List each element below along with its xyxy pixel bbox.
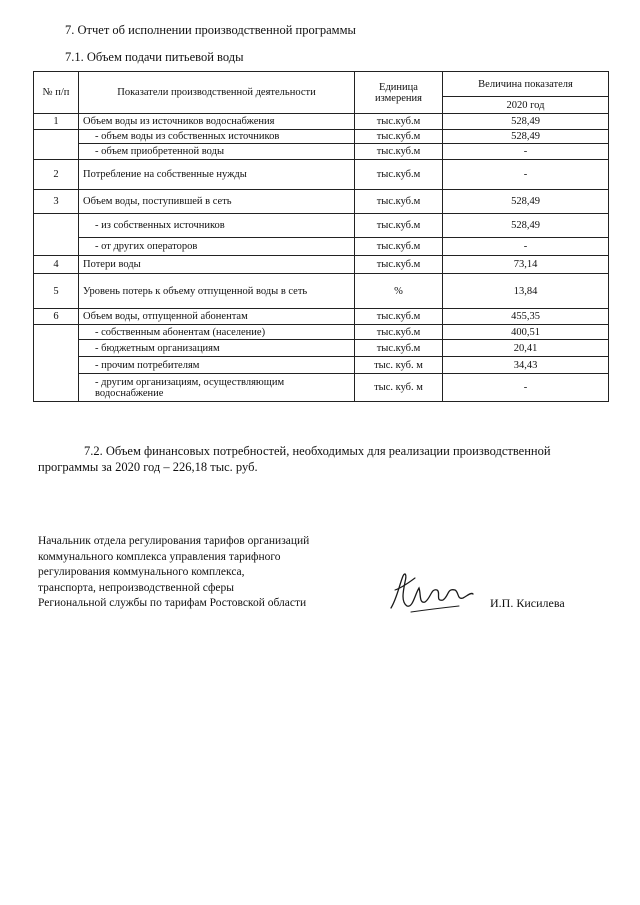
signer-position-line: транспорта, непроизводственной сферы bbox=[38, 581, 234, 594]
table-row bbox=[34, 374, 609, 402]
row-name: - объем приобретенной воды bbox=[79, 144, 355, 160]
row-name: Потребление на собственные нужды bbox=[79, 160, 355, 190]
financial-needs-paragraph bbox=[38, 443, 602, 475]
row-unit: тыс.куб.м bbox=[355, 114, 443, 130]
row-num bbox=[34, 214, 79, 238]
header-value: Величина показателя bbox=[443, 72, 609, 97]
table-row bbox=[34, 238, 609, 256]
table-row bbox=[34, 144, 609, 160]
row-num bbox=[34, 357, 79, 374]
row-unit: тыс.куб.м bbox=[355, 238, 443, 256]
row-value: 20,41 bbox=[443, 340, 609, 357]
paragraph-line-2: программы за 2020 год – 226,18 тыс. руб. bbox=[38, 460, 258, 474]
row-value: - bbox=[443, 160, 609, 190]
row-value: - bbox=[443, 374, 609, 402]
row-unit: тыс. куб. м bbox=[355, 374, 443, 402]
row-value: - bbox=[443, 144, 609, 160]
signer-position-line: Начальник отдела регулирования тарифов организаций bbox=[38, 535, 310, 547]
table-row bbox=[34, 340, 609, 357]
row-num bbox=[34, 325, 79, 340]
row-unit: % bbox=[355, 274, 443, 309]
row-num bbox=[34, 340, 79, 357]
row-value: - bbox=[443, 238, 609, 256]
row-num bbox=[34, 238, 79, 256]
row-name: Объем воды, поступившей в сеть bbox=[79, 190, 355, 214]
handwritten-signature bbox=[385, 568, 475, 616]
table-row bbox=[34, 309, 609, 325]
row-value: 528,49 bbox=[443, 130, 609, 144]
row-unit: тыс.куб.м bbox=[355, 340, 443, 357]
row-num: 6 bbox=[34, 309, 79, 325]
row-unit: тыс.куб.м bbox=[355, 309, 443, 325]
water-supply-table bbox=[33, 71, 609, 402]
row-name: - от других операторов bbox=[79, 238, 355, 256]
table-row bbox=[34, 214, 609, 238]
row-num bbox=[34, 374, 79, 402]
header-indicator: Показатели производственной деятельности bbox=[79, 72, 355, 114]
header-unit: Единица измерения bbox=[355, 72, 443, 114]
row-num: 3 bbox=[34, 190, 79, 214]
row-name: Потери воды bbox=[79, 256, 355, 274]
table-row bbox=[34, 190, 609, 214]
row-name: - бюджетным организациям bbox=[79, 340, 355, 357]
row-unit: тыс.куб.м bbox=[355, 256, 443, 274]
signer-position-line: Региональной службы по тарифам Ростовской области bbox=[38, 597, 307, 609]
row-num bbox=[34, 144, 79, 160]
row-num: 5 bbox=[34, 274, 79, 309]
row-value: 13,84 bbox=[443, 274, 609, 309]
row-value: 455,35 bbox=[443, 309, 609, 325]
table-row bbox=[34, 357, 609, 374]
header-year: 2020 год bbox=[443, 97, 609, 114]
signer-position bbox=[38, 534, 309, 612]
row-value: 528,49 bbox=[443, 214, 609, 238]
table-row bbox=[34, 160, 609, 190]
table-row bbox=[34, 274, 609, 309]
row-value: 528,49 bbox=[443, 114, 609, 130]
section-title: 7. Отчет об исполнении производственной программы bbox=[65, 23, 356, 37]
row-name: - из собственных источников bbox=[79, 214, 355, 238]
table-row bbox=[34, 114, 609, 130]
row-num bbox=[34, 130, 79, 144]
row-name: - объем воды из собственных источников bbox=[79, 130, 355, 144]
row-value: 73,14 bbox=[443, 256, 609, 274]
row-unit: тыс.куб.м bbox=[355, 160, 443, 190]
row-num: 1 bbox=[34, 114, 79, 130]
row-name: Уровень потерь к объему отпущенной воды в сеть bbox=[79, 274, 355, 309]
row-num: 4 bbox=[34, 256, 79, 274]
row-name: - другим организациям, осуществляющим водоснабжение bbox=[79, 374, 355, 402]
row-value: 400,51 bbox=[443, 325, 609, 340]
row-unit: тыс.куб.м bbox=[355, 190, 443, 214]
row-unit: тыс.куб.м bbox=[355, 144, 443, 160]
row-name: Объем воды из источников водоснабжения bbox=[79, 114, 355, 130]
row-name: Объем воды, отпущенной абонентам bbox=[79, 309, 355, 325]
row-name: - собственным абонентам (население) bbox=[79, 325, 355, 340]
row-value: 528,49 bbox=[443, 190, 609, 214]
row-value: 34,43 bbox=[443, 357, 609, 374]
table-row bbox=[34, 130, 609, 144]
signer-name: И.П. Кисилева bbox=[490, 596, 565, 610]
row-unit: тыс.куб.м bbox=[355, 130, 443, 144]
paragraph-line-1: 7.2. Объем финансовых потребностей, необходимых для реализации производственной bbox=[84, 444, 551, 458]
row-name: - прочим потребителям bbox=[79, 357, 355, 374]
signer-position-line: регулирования коммунального комплекса, bbox=[38, 566, 245, 578]
signer-position-line: коммунального комплекса управления тарифного bbox=[38, 550, 281, 563]
table-row bbox=[34, 256, 609, 274]
row-unit: тыс.куб.м bbox=[355, 325, 443, 340]
table-row bbox=[34, 325, 609, 340]
row-unit: тыс. куб. м bbox=[355, 357, 443, 374]
row-unit: тыс.куб.м bbox=[355, 214, 443, 238]
header-num: № п/п bbox=[34, 72, 79, 114]
subsection-title: 7.1. Объем подачи питьевой воды bbox=[65, 50, 244, 64]
row-num: 2 bbox=[34, 160, 79, 190]
